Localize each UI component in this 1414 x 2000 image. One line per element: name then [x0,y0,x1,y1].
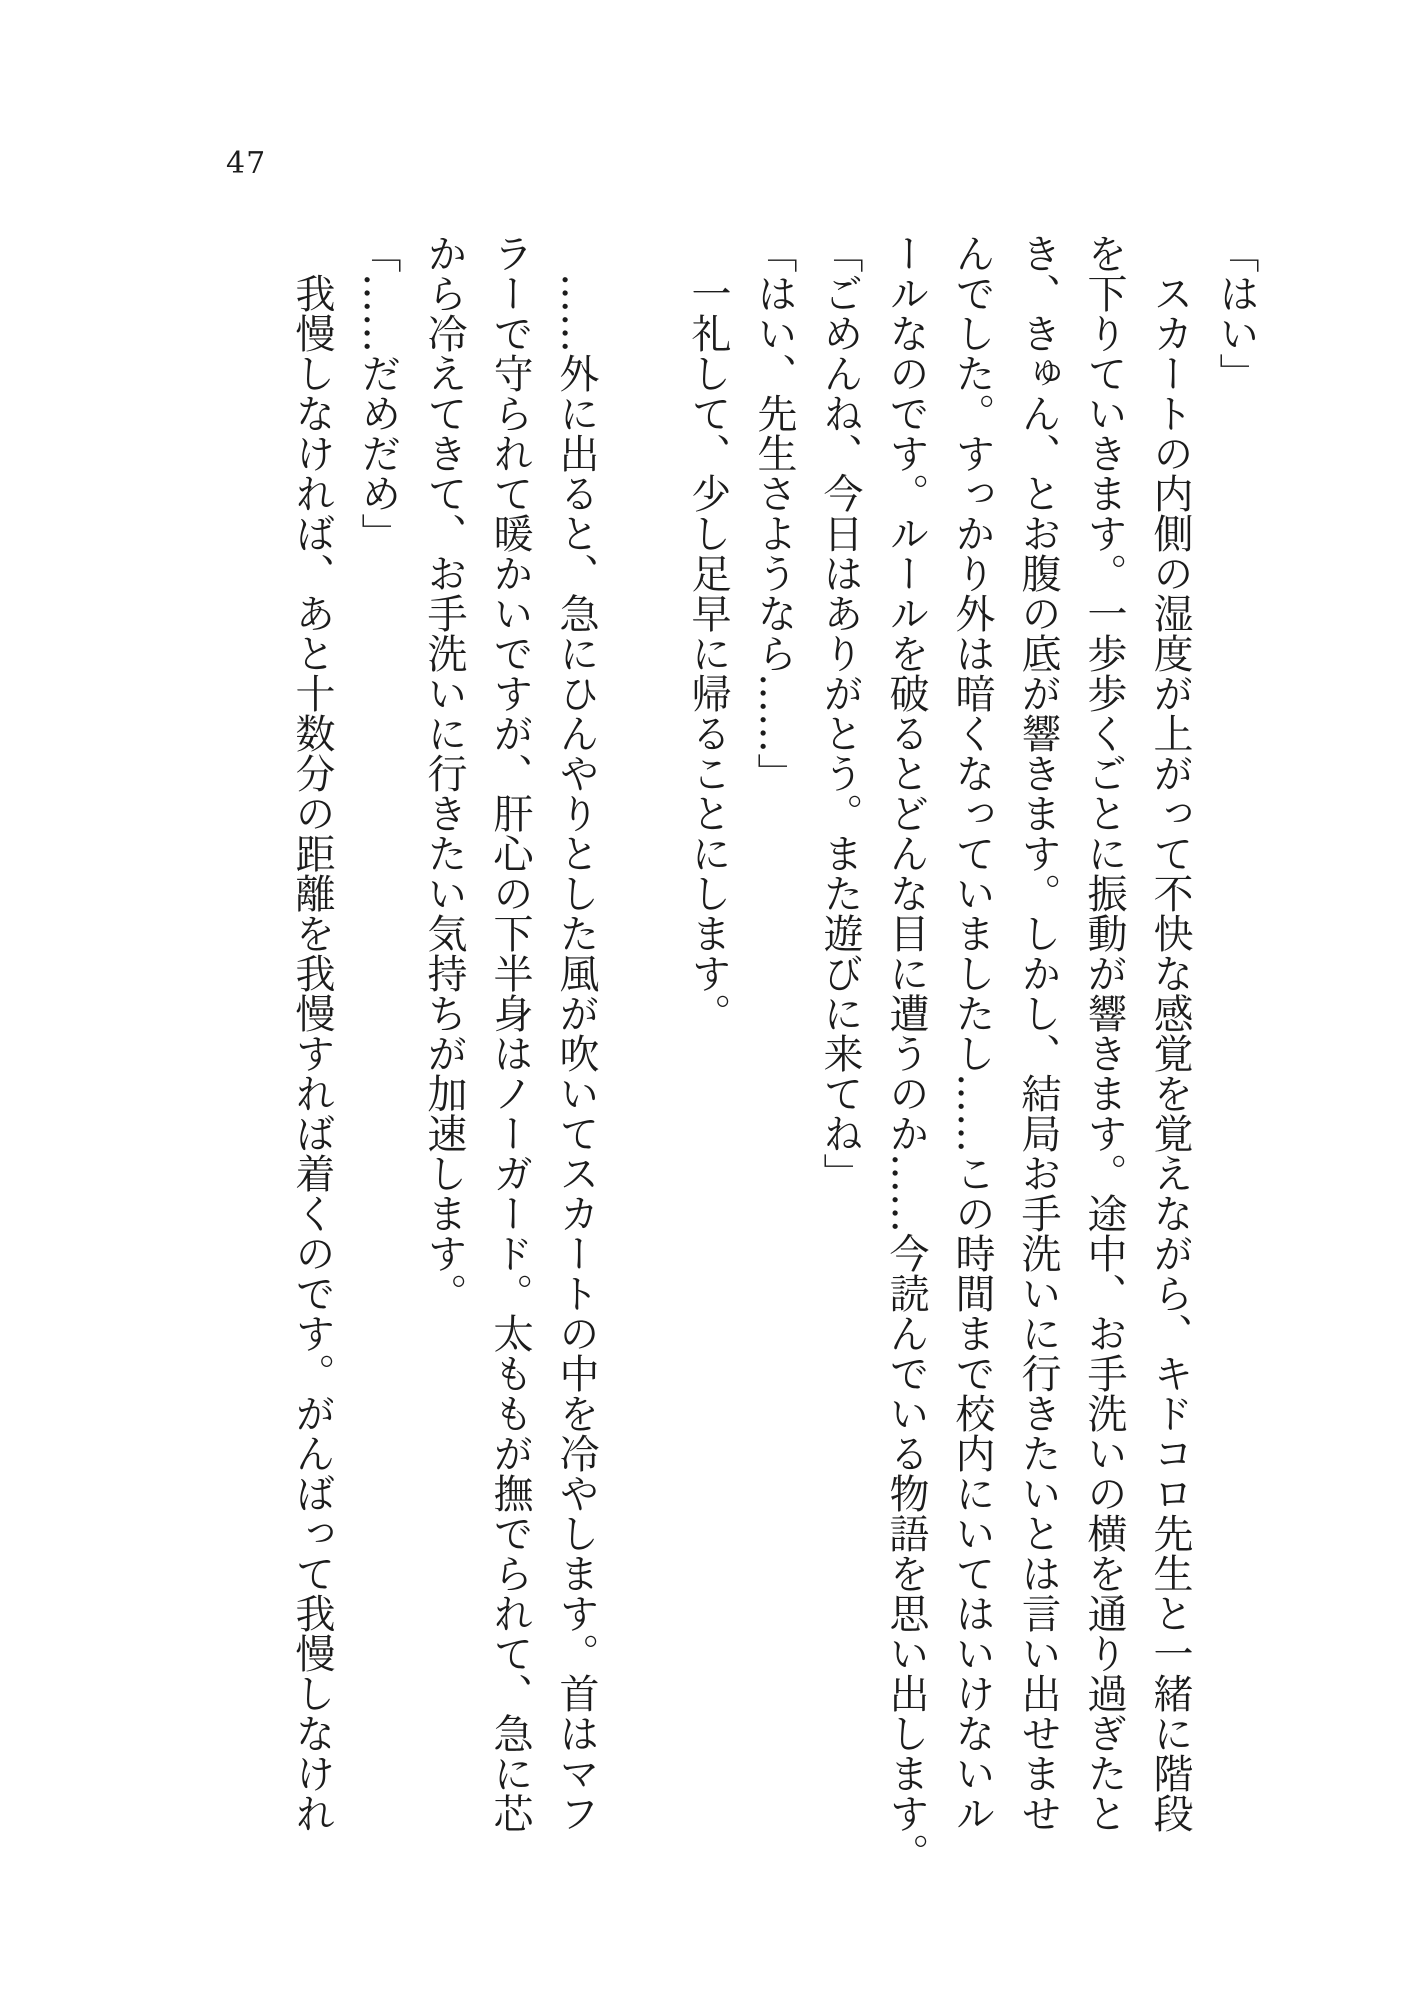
text-column-continuation: から冷えてきて、お手洗いに行きたい気持ちが加速します。 [421,233,467,1313]
text-column-continuation: んでした。すっかり外は暗くなっていましたし……この時間まで校内にいてはいけないル [949,233,995,1833]
text-block [279,233,1269,1873]
text-column-continuation: き、きゅん、とお腹の底が響きます。しかし、結局お手洗いに行きたいとは言い出せませ [1015,233,1061,1833]
text-column-paragraph-gaman: 我慢しなければ、あと十数分の距離を我慢すれば着くのです。がんばって我慢しなけれ [289,273,335,1833]
text-column-paragraph-outside: ……外に出ると、急にひんやりとした風が吹いてスカートの中を冷やします。首はマフ [553,273,599,1833]
text-column-paragraph-skirt: スカートの内側の湿度が上がって不快な感覚を覚えながら、キドコロ先生と一緒に階段 [1147,273,1193,1833]
text-column-dialogue-gomenne: 「ごめんね、今日はありがとう。また遊びに来てね」 [817,233,863,1193]
blank-line [609,233,675,1853]
page-number: 47 [226,146,267,181]
text-column-continuation: ラーで守られて暖かいですが、肝心の下半身はノーガード。太ももが撫でられて、急に芯 [487,233,533,1833]
text-column-continuation: を下りていきます。一歩歩くごとに振動が響きます。途中、お手洗いの横を通り過ぎたと [1081,233,1127,1833]
text-column-dialogue-hai: 「はい」 [1213,233,1259,393]
text-column-dialogue-damedame: 「……だめだめ」 [355,233,401,553]
text-column-dialogue-sayounara: 「はい、先生さようなら……」 [751,233,797,793]
text-column-paragraph-ichirei: 一礼して、少し足早に帰ることにします。 [685,273,731,1033]
text-column-continuation: ールなのです。ルールを破るとどんな目に遭うのか……今読んでいる物語を思い出します。 [883,233,929,1873]
